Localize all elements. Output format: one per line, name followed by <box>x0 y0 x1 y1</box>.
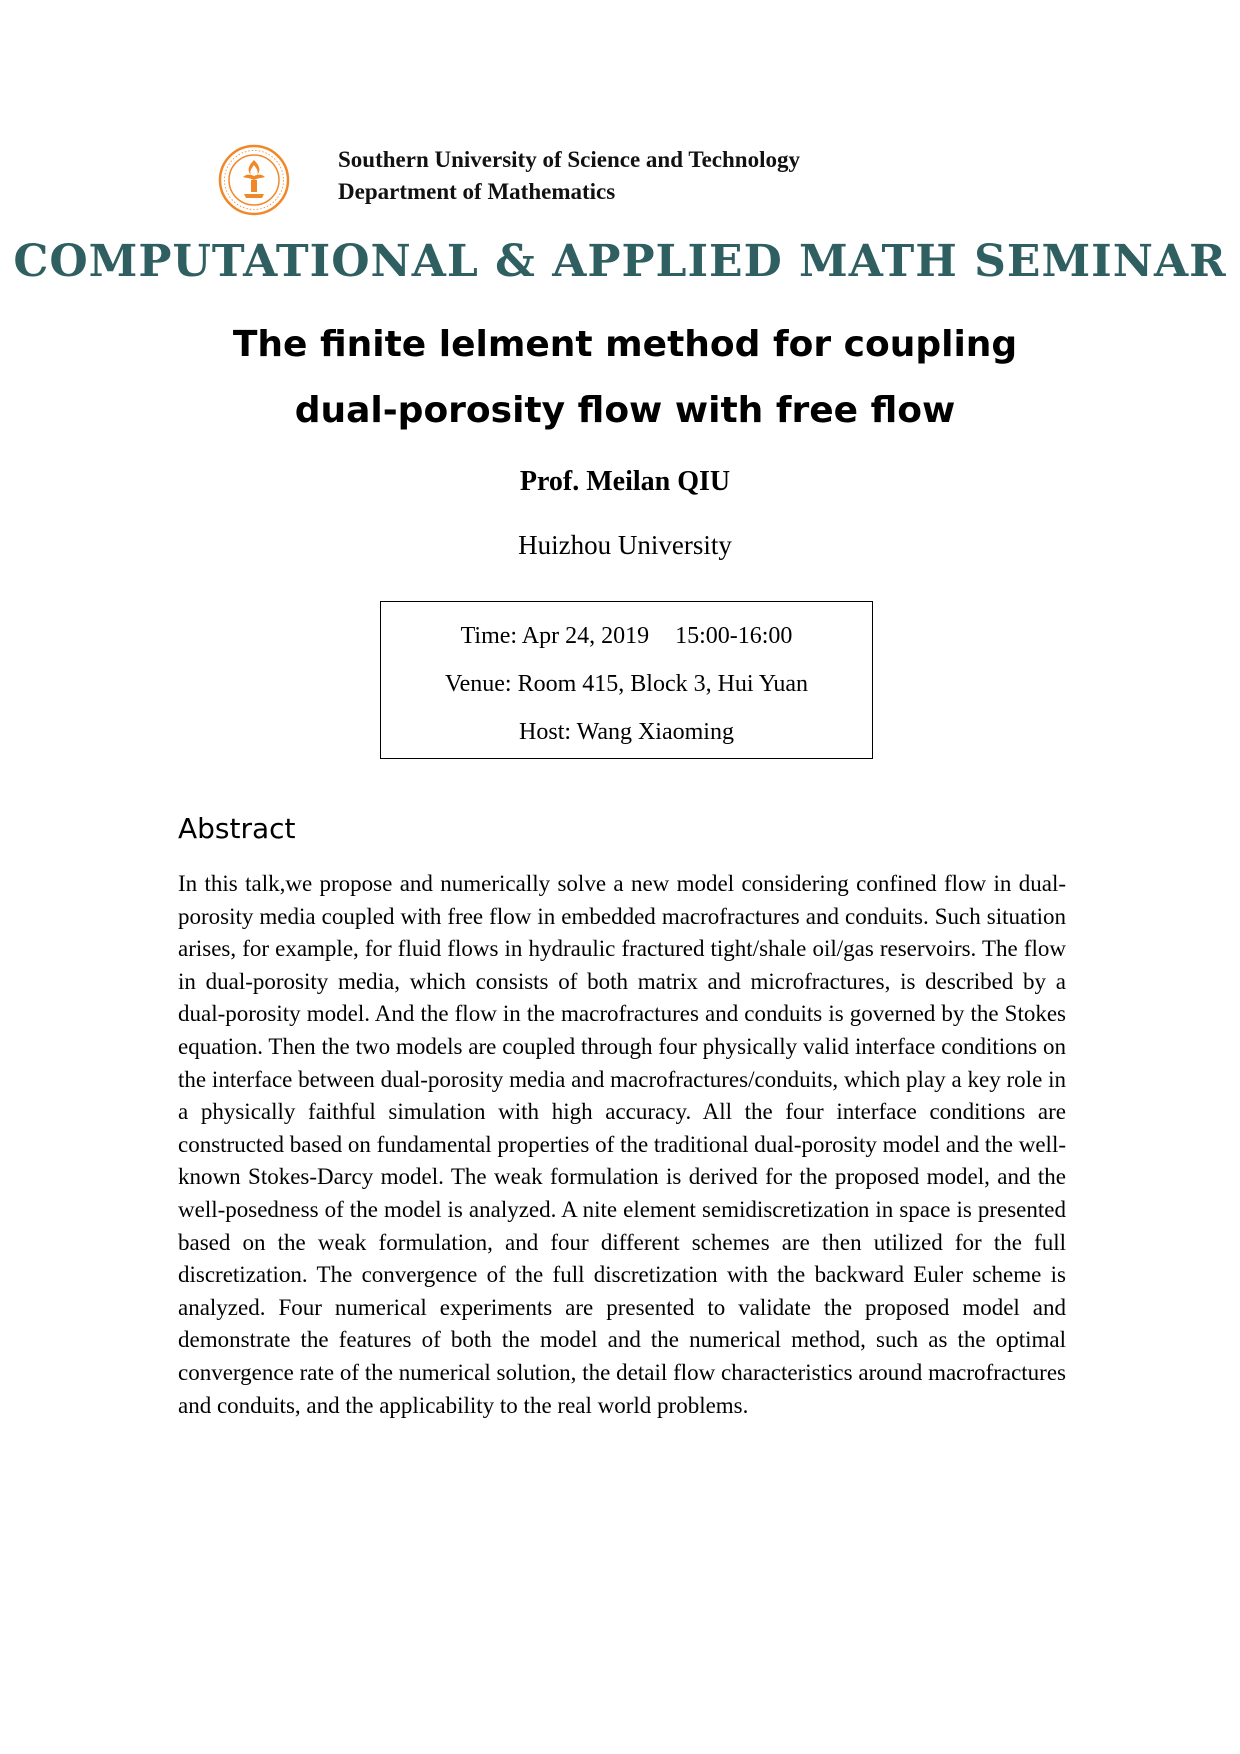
talk-title-line-2: dual-porosity flow with free flow <box>294 390 956 431</box>
institution-header <box>218 140 1018 220</box>
event-host: Host: Wang Xiaoming <box>519 719 734 745</box>
event-info-box <box>380 601 873 759</box>
speaker-name: Prof. Meilan QIU <box>519 466 731 497</box>
abstract-text: In this talk,we propose and numerically solve a new model considering confined flow in dual-porosity media coupled with free flow in embedded macrofractures and conduits. Such situation arises, for example, for fluid flows in hydraulic fractured tight/shale oil/gas reservoirs. The flow in dual-porosity media, which consists of both matrix and microfractures, is described by a dual-porosity model. And the flow in the macrofractures and conduits is governed by the Stokes equation. Then the two models are coupled through four physically valid interface conditions on the interface between dual-porosity media and macrofractures/conduits, which play a key role in a physically faithful simulation with high accuracy. All the four interface conditions are constructed based on fundamental properties of the traditional dual-porosity model and the well-known Stokes-Darcy model. The weak formulation is derived for the proposed model, and the well-posedness of the model is analyzed. A nite element semidiscretization in space is presented based on the weak formulation, and four different schemes are then utilized for the full discretization. The convergence of the full discretization with the backward Euler scheme is analyzed. Four numerical experiments are presented to validate the proposed model and demonstrate the features of both the model and the numerical method, such as the optimal convergence rate of the numerical solution, the detail flow characteristics around macrofractures and conduits, and the applicability to the real world problems. <box>178 871 1066 1418</box>
speaker-affiliation: Huizhou University <box>518 530 732 560</box>
institution-line-2: Department of Mathematics <box>338 179 616 204</box>
abstract-heading: Abstract <box>178 812 296 845</box>
university-seal-icon <box>218 144 290 216</box>
talk-title <box>150 312 1100 444</box>
talk-title-line-1: The finite lelment method for coupling <box>232 324 1018 365</box>
institution-line-1: Southern University of Science and Technology <box>338 147 800 172</box>
event-time <box>381 612 872 660</box>
event-time-range: 15:00-16:00 <box>675 623 793 649</box>
institution-name <box>338 144 800 208</box>
event-date: Time: Apr 24, 2019 <box>460 623 650 649</box>
seminar-series-title: COMPUTATIONAL & APPLIED MATH SEMINAR <box>13 236 1227 287</box>
event-venue: Venue: Room 415, Block 3, Hui Yuan <box>444 671 809 697</box>
